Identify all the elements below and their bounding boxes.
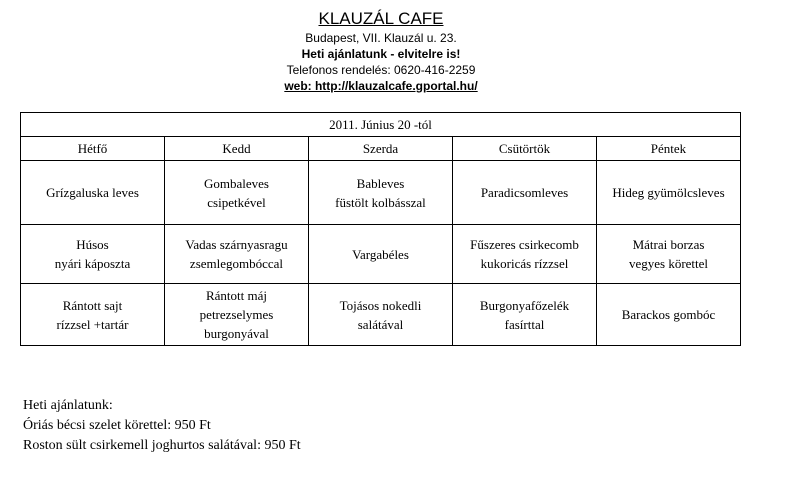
day-header: Szerda — [309, 137, 453, 161]
dish-line: Vargabéles — [352, 246, 409, 262]
dish-line: zsemlegombóccal — [189, 256, 284, 271]
dish-line: fasírttal — [504, 316, 545, 332]
dish-cell — [597, 161, 741, 225]
offer-item: Roston sült csirkemell joghurtos salátával: 950 Ft — [23, 438, 301, 453]
dish-line: rízzsel +tartár — [56, 316, 129, 332]
dish-line: Mátrai borzas — [632, 237, 705, 252]
weekly-menu-table — [20, 112, 741, 346]
offers-heading: Heti ajánlatunk: — [23, 398, 113, 413]
dish-cell — [597, 225, 741, 284]
day-header: Péntek — [597, 137, 741, 161]
dish-line: Rántott máj — [205, 288, 268, 303]
dish-line: burgonyával — [204, 326, 269, 341]
dish-line: Rántott sajt — [62, 297, 123, 313]
dish-line: Gombaleves — [204, 175, 269, 191]
address: Budapest, VII. Klauzál u. 23. — [305, 31, 457, 45]
dish-line: Húsos — [76, 237, 109, 252]
dish-cell — [309, 225, 453, 284]
website-link[interactable]: web: http://klauzalcafe.gportal.hu/ — [284, 79, 478, 93]
dish-cell — [165, 225, 309, 284]
dish-line: Tojásos nokedli — [339, 297, 422, 313]
dish-cell — [453, 284, 597, 346]
dish-line: Fűszeres csirkecomb — [470, 237, 579, 252]
header — [0, 8, 762, 94]
dish-line: Hideg gyümölcsleves — [612, 185, 725, 200]
dish-line: Vadas szárnyasragu — [185, 237, 288, 252]
page-title: KLAUZÁL CAFE — [318, 9, 444, 28]
dish-line: Barackos gombóc — [621, 307, 716, 322]
menu-row — [21, 284, 741, 346]
date-row — [21, 113, 741, 137]
dish-line: Paradicsomleves — [480, 185, 569, 200]
dish-line: Grízgaluska leves — [46, 185, 139, 200]
tagline: Heti ajánlatunk - elvitelre is! — [301, 47, 461, 61]
dish-line: petrezselymes — [199, 307, 274, 322]
dish-cell — [165, 161, 309, 225]
dish-cell — [165, 284, 309, 346]
menu-row — [21, 225, 741, 284]
dish-cell — [21, 284, 165, 346]
phone-number: Telefonos rendelés: 0620-416-2259 — [286, 63, 476, 77]
dish-line: kukoricás rízzsel — [480, 256, 569, 271]
menu-row — [21, 161, 741, 225]
dish-cell — [21, 225, 165, 284]
menu-date: 2011. Június 20 -tól — [21, 113, 741, 137]
day-header: Kedd — [165, 137, 309, 161]
dish-cell — [309, 284, 453, 346]
dish-cell — [597, 284, 741, 346]
offer-item: Óriás bécsi szelet körettel: 950 Ft — [23, 418, 211, 433]
day-header: Hétfő — [21, 137, 165, 161]
dish-cell — [21, 161, 165, 225]
day-header-row — [21, 137, 741, 161]
dish-cell — [453, 161, 597, 225]
dish-cell — [309, 161, 453, 225]
weekly-offers — [23, 396, 301, 456]
dish-line: csipetkével — [207, 194, 266, 210]
dish-line: vegyes körettel — [628, 256, 709, 271]
dish-line: füstölt kolbásszal — [335, 194, 426, 210]
day-header: Csütörtök — [453, 137, 597, 161]
dish-cell — [453, 225, 597, 284]
dish-line: nyári káposzta — [54, 256, 131, 271]
dish-line: Burgonyafőzelék — [479, 297, 570, 313]
dish-line: Bableves — [356, 175, 405, 191]
dish-line: salátával — [357, 316, 404, 332]
